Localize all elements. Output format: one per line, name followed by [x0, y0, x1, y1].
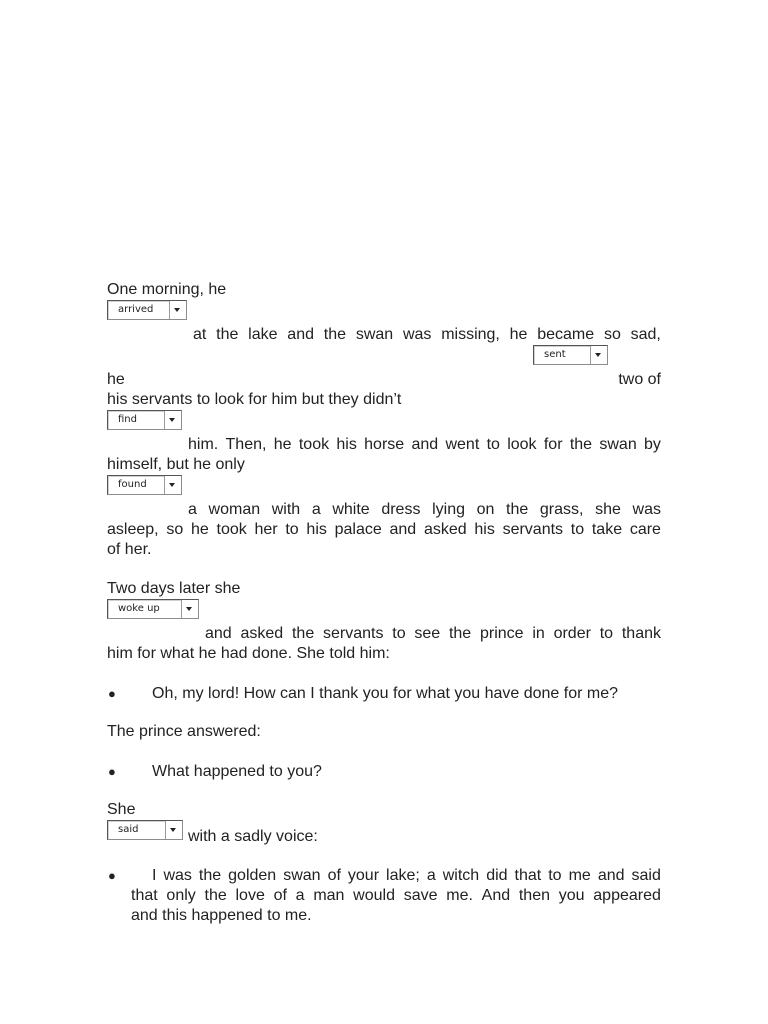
she-after-text: with a sadly voice: — [188, 828, 318, 845]
word: was — [402, 326, 432, 343]
word: swan — [283, 867, 321, 884]
word: asked — [240, 625, 284, 642]
word: him. — [188, 436, 219, 453]
word: servants — [323, 625, 384, 642]
word: white — [332, 501, 370, 518]
verb-dropdown-sent[interactable] — [533, 345, 608, 365]
word: golden — [228, 867, 277, 884]
word: a — [188, 501, 197, 518]
word: by — [644, 436, 661, 453]
word: sad, — [630, 326, 661, 343]
dropdown-value: found — [118, 479, 147, 490]
word: his — [474, 521, 495, 538]
word: man — [313, 887, 345, 904]
dropdown-value: find — [118, 414, 137, 425]
chevron-down-icon[interactable] — [169, 301, 186, 319]
word: she — [595, 501, 621, 518]
word: and — [205, 625, 232, 642]
word: the — [323, 326, 347, 343]
word: see — [414, 625, 441, 642]
word: And — [481, 887, 511, 904]
word: the — [204, 887, 227, 904]
paragraph1-line3-start: he — [107, 371, 125, 388]
word: asleep, — [107, 521, 159, 538]
chevron-down-icon[interactable] — [164, 476, 181, 494]
paragraph1-line9: of her. — [107, 541, 152, 558]
word: a — [311, 501, 321, 518]
word: was — [163, 867, 192, 884]
word: witch — [442, 867, 480, 884]
paragraph1-line3-end: two of — [618, 371, 661, 388]
word: grass, — [539, 501, 584, 518]
bullet-icon: ● — [108, 764, 116, 779]
verb-dropdown-said[interactable] — [107, 820, 183, 840]
word: his — [306, 521, 327, 538]
word: horse — [364, 436, 405, 453]
word: would — [353, 887, 395, 904]
word: took — [216, 521, 247, 538]
word: to — [392, 625, 406, 642]
word: his — [336, 436, 357, 453]
word: swan — [599, 436, 637, 453]
paragraph1-line4: his servants to look for him but they didn’t — [107, 391, 402, 408]
bullet3-line2 — [131, 886, 661, 906]
word: so — [166, 521, 184, 538]
word: me. — [446, 887, 473, 904]
paragraph1-line6: himself, but he only — [107, 456, 245, 473]
word: dress — [381, 501, 421, 518]
word: appeared — [593, 887, 661, 904]
verb-dropdown-found[interactable] — [107, 475, 182, 495]
word: servants — [502, 521, 564, 538]
dropdown-value: arrived — [118, 304, 154, 315]
word: the — [506, 501, 529, 518]
bullet2-text: What happened to you? — [152, 763, 322, 780]
paragraph2-line2 — [205, 624, 661, 644]
bullet-icon: ● — [108, 686, 116, 701]
word: a — [426, 867, 436, 884]
paragraph1-line5 — [188, 435, 661, 455]
word: of — [327, 867, 341, 884]
word: then — [518, 887, 550, 904]
word: that — [514, 867, 542, 884]
word: thank — [621, 625, 661, 642]
verb-dropdown-woke-up[interactable] — [107, 599, 199, 619]
word: love — [235, 887, 265, 904]
word: the — [216, 326, 239, 343]
paragraph1-line2 — [193, 325, 661, 345]
chevron-down-icon[interactable] — [181, 600, 198, 618]
word: the — [291, 625, 315, 642]
verb-dropdown-arrived[interactable] — [107, 300, 187, 320]
dropdown-value: said — [118, 824, 139, 835]
word: and — [411, 436, 439, 453]
dropdown-value: woke up — [118, 603, 160, 614]
prince-answered-text: The prince answered: — [107, 723, 261, 740]
bullet3-line1 — [152, 866, 661, 886]
word: to — [486, 436, 500, 453]
word: palace — [334, 521, 382, 538]
word: at — [193, 326, 207, 343]
bullet1-text: Oh, my lord! How can I thank you for what you have done for me? — [152, 685, 619, 702]
word: lake; — [386, 867, 420, 884]
word: he — [273, 436, 292, 453]
bullet-icon: ● — [108, 868, 116, 883]
word: with — [271, 501, 301, 518]
word: that — [131, 887, 158, 904]
word: take — [591, 521, 623, 538]
word: to — [570, 521, 585, 538]
word: look — [507, 436, 537, 453]
word: swan — [355, 326, 394, 343]
word: the — [569, 436, 593, 453]
paragraph1-line1: One morning, he — [107, 281, 227, 298]
word: so — [603, 326, 621, 343]
word: to — [599, 625, 614, 642]
word: to — [285, 521, 299, 538]
word: you — [558, 887, 585, 904]
word: lying — [432, 501, 465, 518]
she-text: She — [107, 801, 136, 818]
word: only — [166, 887, 196, 904]
word: and — [287, 326, 314, 343]
word: prince — [479, 625, 524, 642]
word: on — [476, 501, 495, 518]
chevron-down-icon[interactable] — [164, 411, 181, 429]
word: a — [295, 887, 305, 904]
word: me — [568, 867, 591, 884]
word: woman — [208, 501, 261, 518]
word: he — [509, 326, 528, 343]
chevron-down-icon[interactable] — [165, 821, 182, 839]
bullet3-line3: and this happened to me. — [131, 907, 312, 924]
word: lake — [248, 326, 278, 343]
word: order — [553, 625, 591, 642]
word: was — [632, 501, 661, 518]
word: I — [152, 867, 157, 884]
word: Then, — [225, 436, 267, 453]
word: your — [347, 867, 380, 884]
word: missing, — [441, 326, 500, 343]
word: asked — [423, 521, 467, 538]
paragraph2-line1: Two days later she — [107, 580, 241, 597]
word: and — [597, 867, 625, 884]
paragraph2-line3: him for what he had done. She told him: — [107, 645, 390, 662]
word: became — [537, 326, 595, 343]
word: he — [190, 521, 209, 538]
dropdown-value: sent — [544, 349, 566, 360]
word: for — [543, 436, 563, 453]
paragraph1-line8 — [107, 520, 661, 540]
word: of — [273, 887, 287, 904]
word: went — [445, 436, 480, 453]
word: took — [298, 436, 330, 453]
chevron-down-icon[interactable] — [590, 346, 607, 364]
word: save — [403, 887, 438, 904]
word: her — [254, 521, 278, 538]
word: did — [486, 867, 508, 884]
word: and — [389, 521, 417, 538]
paragraph1-line7 — [188, 500, 661, 520]
word: said — [631, 867, 661, 884]
verb-dropdown-find[interactable] — [107, 410, 182, 430]
word: the — [448, 625, 472, 642]
word: care — [629, 521, 661, 538]
word: in — [532, 625, 545, 642]
word: the — [198, 867, 222, 884]
word: to — [548, 867, 562, 884]
